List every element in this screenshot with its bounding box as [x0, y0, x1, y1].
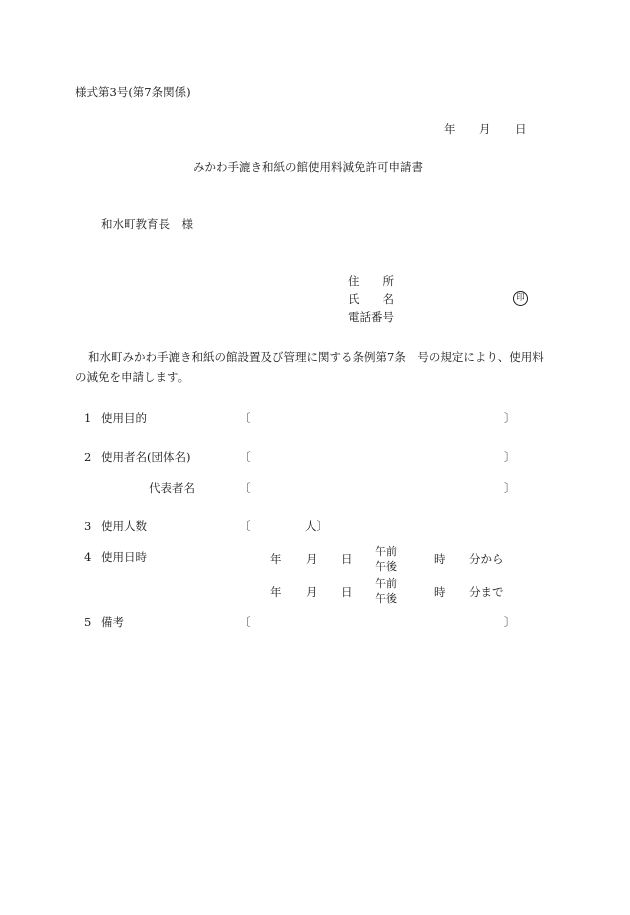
date-month-label: 月 — [479, 122, 491, 136]
start-hour: 時 — [434, 552, 446, 566]
item-2-bracket-close: 〕 — [504, 450, 516, 464]
end-minutes-until: 分まで — [469, 585, 504, 599]
date-year-label: 年 — [444, 122, 456, 136]
date-day-label: 日 — [515, 122, 527, 136]
applicant-phone-label: 電話番号 — [348, 310, 394, 324]
application-statement — [75, 347, 545, 387]
representative-bracket-close: 〕 — [504, 481, 516, 495]
start-month: 月 — [306, 552, 318, 566]
item-5-number: 5 — [84, 615, 92, 629]
end-pm: 午後 — [375, 592, 397, 605]
item-4-label: 使用日時 — [101, 550, 147, 564]
document-title: みかわ手漉き和紙の館使用料減免許可申請書 — [193, 160, 423, 174]
item-2-label: 使用者名(団体名) — [101, 450, 191, 464]
start-pm: 午後 — [375, 560, 397, 573]
seal-mark: 印 — [513, 291, 528, 306]
item-2-bracket-open: 〔 — [239, 450, 251, 464]
addressee: 和水町教育長 様 — [101, 217, 193, 231]
item-1-bracket-open: 〔 — [239, 411, 251, 425]
item-3-number: 3 — [84, 519, 92, 533]
item-3-unit: 人〕 — [305, 519, 328, 533]
item-1-number: 1 — [84, 411, 92, 425]
item-4-number: 4 — [84, 550, 92, 564]
form-number: 様式第3号(第7条関係) — [75, 85, 191, 99]
applicant-address-label: 住 所 — [348, 274, 394, 288]
item-5-label: 備考 — [101, 615, 124, 629]
statement-line-2: の減免を申請します。 — [75, 370, 190, 384]
statement-line-1: 和水町みかわ手漉き和紙の館設置及び管理に関する条例第7条 号の規定により、使用料 — [88, 350, 544, 364]
item-1-bracket-close: 〕 — [504, 411, 516, 425]
end-am: 午前 — [375, 577, 397, 590]
end-day: 日 — [341, 585, 353, 599]
item-5-bracket-close: 〕 — [504, 615, 516, 629]
start-am: 午前 — [375, 545, 397, 558]
end-year: 年 — [270, 585, 282, 599]
end-hour: 時 — [434, 585, 446, 599]
item-2-number: 2 — [84, 450, 92, 464]
item-5-bracket-open: 〔 — [239, 615, 251, 629]
item-3-bracket-open: 〔 — [239, 519, 251, 533]
item-3-label: 使用人数 — [101, 519, 147, 533]
start-minutes-from: 分から — [469, 552, 504, 566]
applicant-name-label: 氏 名 — [348, 292, 394, 306]
end-month: 月 — [306, 585, 318, 599]
representative-bracket-open: 〔 — [239, 481, 251, 495]
item-1-label: 使用目的 — [101, 411, 147, 425]
start-day: 日 — [341, 552, 353, 566]
start-year: 年 — [270, 552, 282, 566]
representative-label: 代表者名 — [149, 481, 195, 495]
